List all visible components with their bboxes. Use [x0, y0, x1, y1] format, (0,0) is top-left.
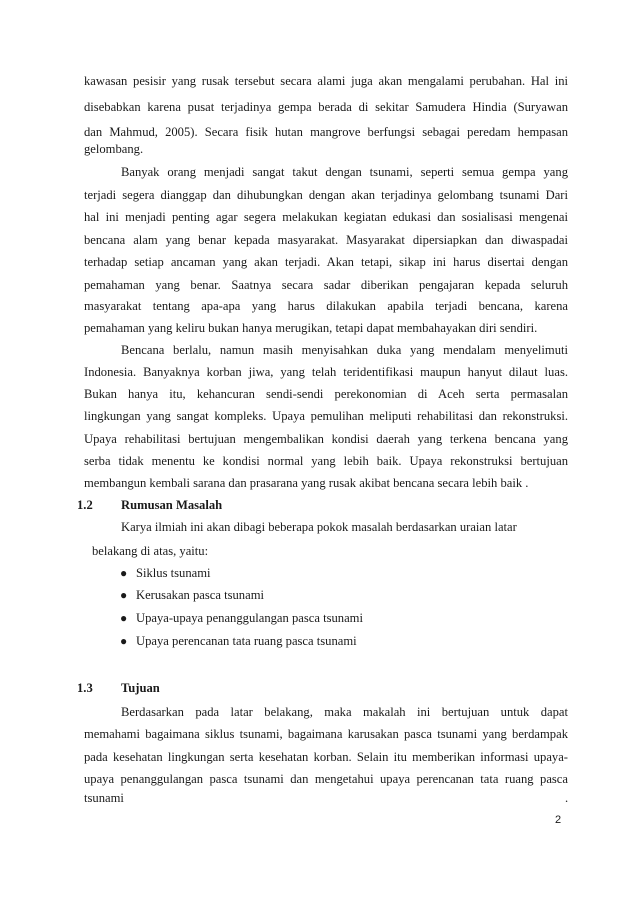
- text-line: Bencana berlalu, namun masih menyisahkan duka yang mendalam menyelimuti: [121, 343, 568, 357]
- list-item-label: Upaya perencanan tata ruang pasca tsunami: [136, 634, 357, 648]
- text-line: Upaya rehabilitasi bertujuan mengembalikan kondisi daerah yang terkena bencana yang: [84, 432, 568, 446]
- text-line: lingkungan yang sangat kompleks. Upaya pemulihan meliputi rehabilitasi dan rekonstruksi.: [84, 409, 568, 423]
- text-line: serba tidak menentu ke kondisi normal yang lebih baik. Upaya rekonstruksi bertujuan: [84, 454, 568, 468]
- trailing-period: .: [565, 791, 569, 805]
- text-line: hal ini menjadi penting agar segera melakukan kegiatan edukasi dan sosialisasi mengenai: [84, 210, 568, 224]
- section-title: Rumusan Masalah: [121, 498, 223, 512]
- text-line: pada kesehatan lingkungan serta kesehatan korban. Selain itu memberikan informasi upaya-: [84, 750, 568, 764]
- page-number: 2: [555, 814, 562, 826]
- text-line: memahami bagaimana siklus tsunami, bagaimana karusakan pasca tsunami yang berdampak: [84, 727, 568, 741]
- bullet-icon: ●: [120, 566, 128, 580]
- text-line: dan Mahmud, 2005). Secara fisik hutan mangrove berfungsi sebagai peredam hempasan: [84, 125, 568, 139]
- text-line: masyarakat tentang apa-apa yang harus dilakukan apabila terjadi bencana, karena: [84, 299, 568, 313]
- list-item: [120, 633, 357, 649]
- text-line: Bukan hanya itu, kehancuran sendi-sendi perekonomian di Aceh serta permasalan: [84, 387, 568, 401]
- section-title: Tujuan: [121, 681, 160, 695]
- bullet-icon: ●: [120, 634, 128, 648]
- text-line: Banyak orang menjadi sangat takut dengan tsunami, seperti semua gempa yang: [121, 165, 568, 179]
- list-item: [120, 565, 211, 581]
- text-line: bencana alam yang benar kepada masyarakat. Masyarakat dipersiapkan dan diwaspadai: [84, 233, 568, 247]
- list-item-label: Upaya-upaya penanggulangan pasca tsunami: [136, 611, 363, 625]
- text-line: terjadi segera dianggap dan dihubungkan dengan akan terjadinya gelombang tsunami Dari: [84, 188, 568, 202]
- text-line: pemahaman yang keliru bukan hanya merugikan, tetapi dapat membahayakan diri sendiri.: [84, 321, 538, 335]
- text-line: membangun kembali sarana dan prasarana yang rusak akibat bencana secara lebih baik .: [84, 476, 529, 490]
- text-line: gelombang.: [84, 142, 144, 156]
- text-line: terhadap setiap ancaman yang akan terjadi. Akan tetapi, sikap ini harus disertai dengan: [84, 255, 568, 269]
- text-line: Indonesia. Banyaknya korban jiwa, yang telah teridentifikasi maupun hanyut dilaut luas.: [84, 365, 568, 379]
- text-line: Berdasarkan pada latar belakang, maka makalah ini bertujuan untuk dapat: [121, 705, 568, 719]
- list-item-label: Kerusakan pasca tsunami: [136, 588, 264, 602]
- text-line: disebabkan karena pusat terjadinya gempa berada di sekitar Samudera Hindia (Suryawan: [84, 100, 568, 114]
- bullet-icon: ●: [120, 588, 128, 602]
- text-line: upaya penanggulangan pasca tsunami dan mengetahui upaya perencanan tata ruang pasca: [84, 772, 568, 786]
- list-item: [120, 610, 363, 626]
- section-number: 1.3: [77, 681, 93, 695]
- text-line: kawasan pesisir yang rusak tersebut secara alami juga akan mengalami perubahan. Hal ini: [84, 74, 568, 88]
- text-line: Karya ilmiah ini akan dibagi beberapa pokok masalah berdasarkan uraian latar: [121, 520, 517, 534]
- text-line: tsunami: [84, 791, 124, 805]
- text-line: pemahaman yang benar. Saatnya secara sadar diberikan pengajaran kepada seluruh: [84, 278, 568, 292]
- bullet-icon: ●: [120, 611, 128, 625]
- list-item: [120, 587, 264, 603]
- list-item-label: Siklus tsunami: [136, 566, 211, 580]
- section-number: 1.2: [77, 498, 93, 512]
- text-line: belakang di atas, yaitu:: [92, 544, 209, 558]
